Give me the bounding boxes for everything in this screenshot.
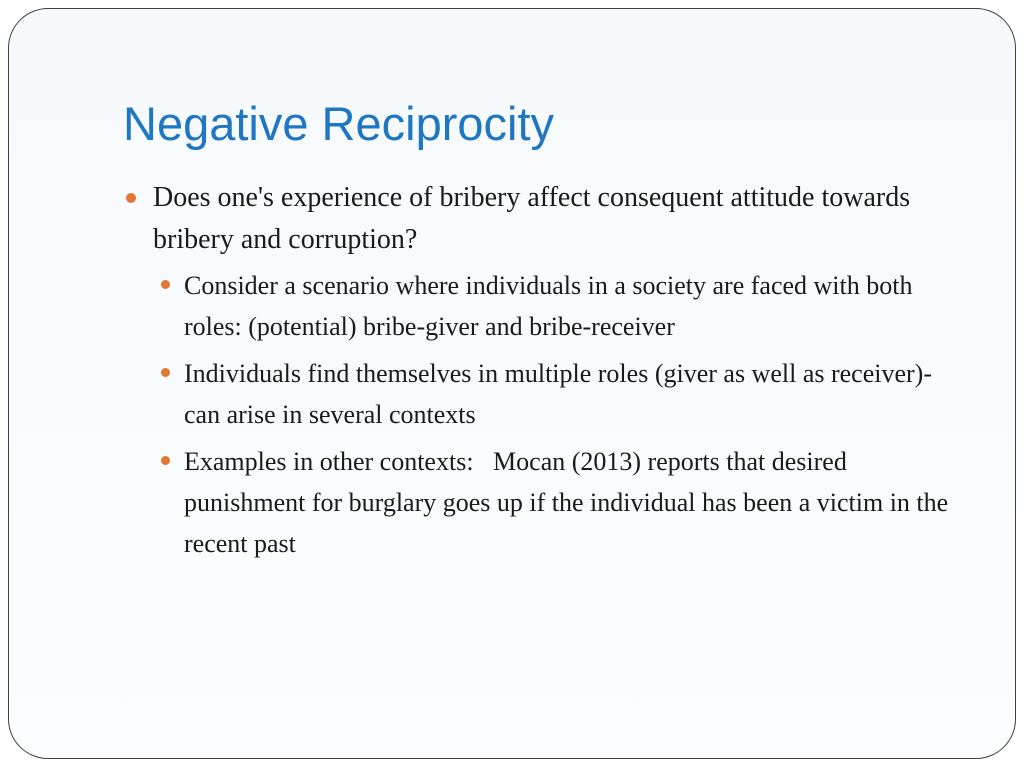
sub-bullet-text: Consider a scenario where individuals in a society are faced with both roles: (potential) bribe-giver and bribe-receiver (184, 271, 913, 341)
sub-bullet-item (123, 265, 953, 347)
bullet-dot-icon (161, 456, 170, 465)
bullet-list (123, 177, 953, 570)
slide (8, 8, 1016, 759)
bullet-dot-icon (161, 280, 170, 289)
sub-bullet-text: Examples in other contexts: Mocan (2013) reports that desired punishment for burglary goes up if the individual has been a victim in the recent past (184, 447, 955, 558)
sub-bullet-text: Individuals find themselves in multiple roles (giver as well as receiver)- can arise in several contexts (184, 359, 932, 429)
sub-bullet-item (123, 441, 953, 564)
bullet-dot-icon (161, 368, 170, 377)
bullet-item (123, 177, 953, 261)
slide-title: Negative Reciprocity (123, 97, 555, 150)
sub-bullet-item (123, 353, 953, 435)
bullet-text: Does one's experience of bribery affect consequent attitude towards bribery and corruption? (153, 182, 911, 255)
bullet-dot-icon (126, 193, 136, 203)
